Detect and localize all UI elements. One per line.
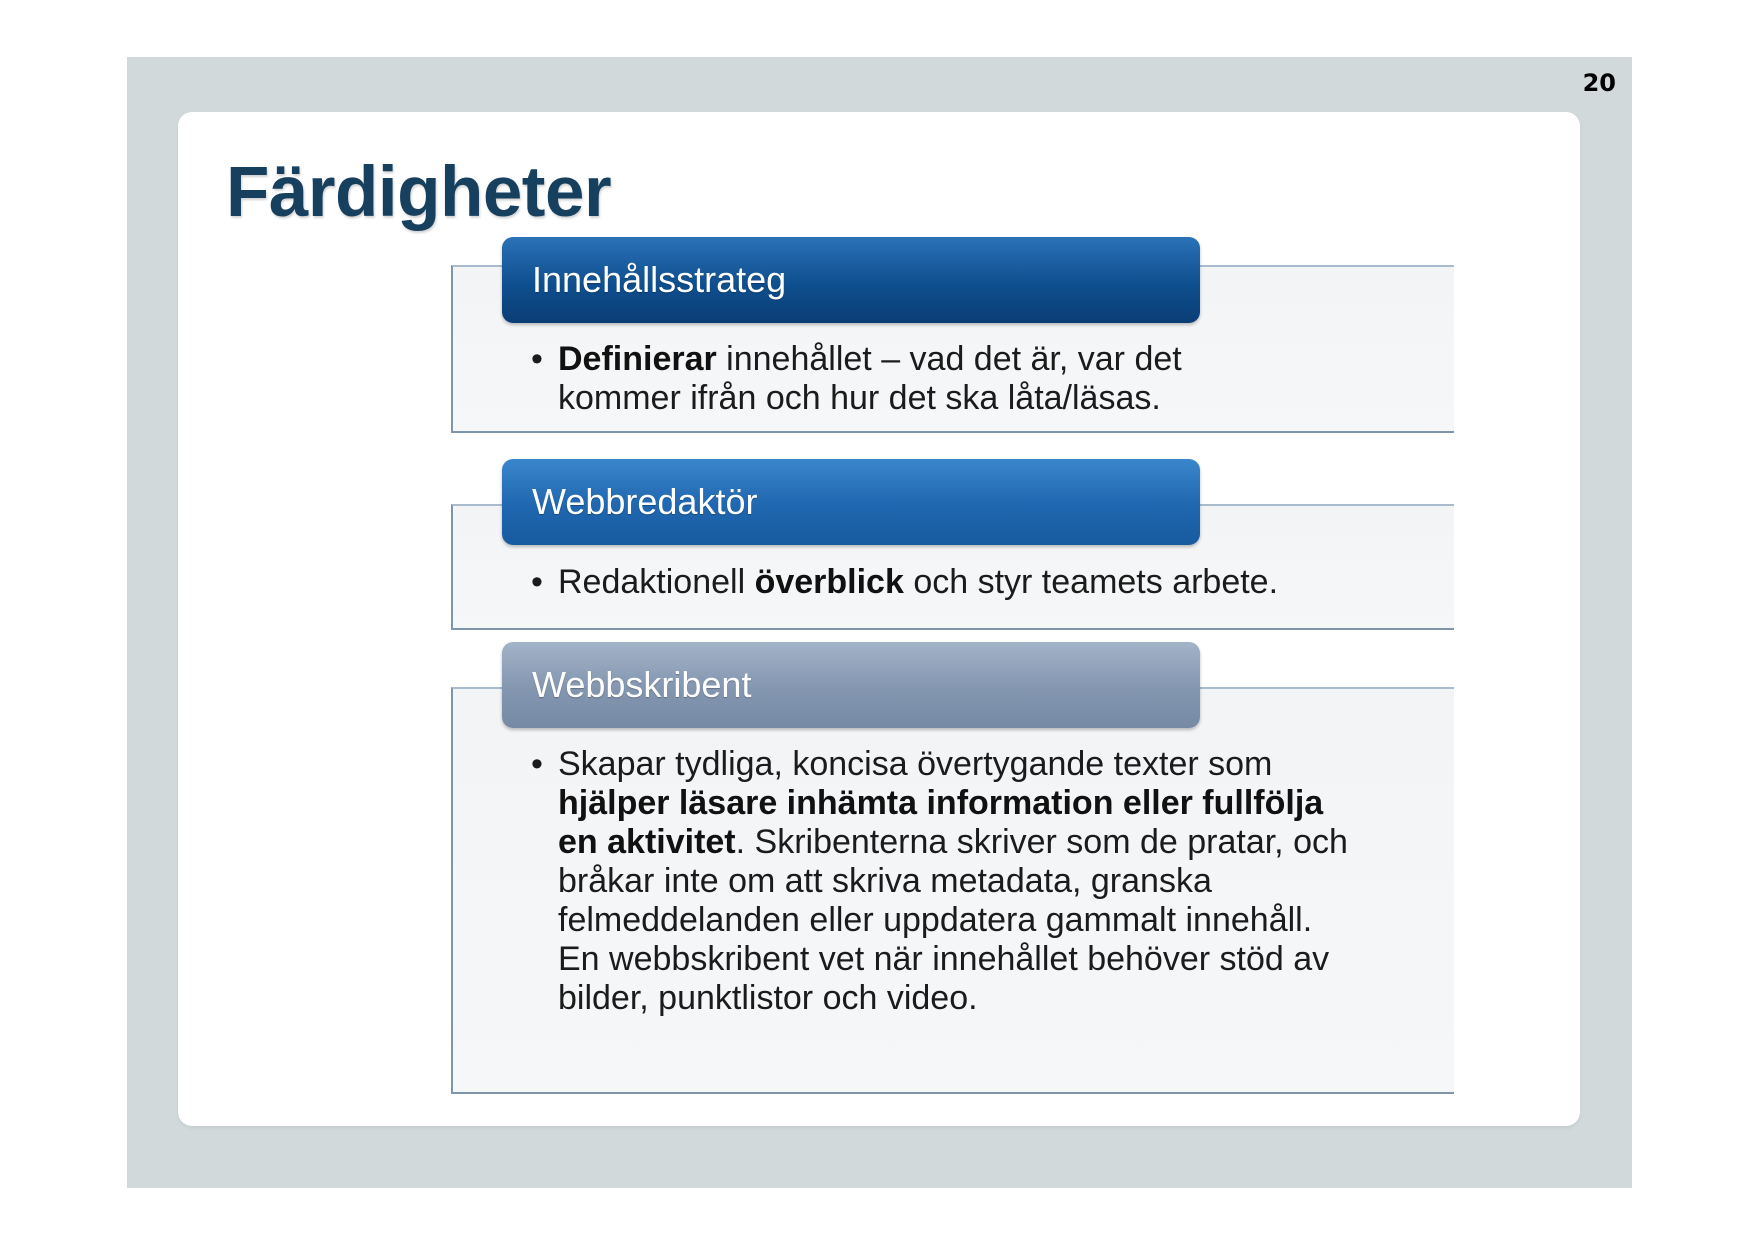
slide-card — [178, 112, 1580, 1126]
slide-title: Färdigheter — [226, 153, 612, 232]
bullet-rest: innehållet – vad det är, var det kommer ifrån och hur det ska låta/läsas. — [558, 340, 1182, 417]
bullet-rest: och styr teamets arbete. — [903, 563, 1279, 601]
bullet-bold: Definierar — [558, 340, 717, 378]
section-header-webbredaktor — [502, 459, 1200, 545]
section-bullet-webbskribent — [531, 745, 1348, 1018]
bullet-bold: hjälper läsare inhämta information eller fullfölja en aktivitet — [558, 784, 1324, 861]
section-header-label: Webbskribent — [532, 664, 752, 705]
section-header-innehallsstrateg — [502, 237, 1200, 323]
bullet-icon: • — [531, 340, 543, 378]
section-header-label: Innehållsstrateg — [532, 259, 787, 300]
section-header-label: Webbredaktör — [532, 481, 758, 522]
bullet-pre: Redaktionell — [558, 563, 755, 601]
bullet-icon: • — [531, 563, 543, 601]
section-bullet-innehallsstrateg — [531, 340, 1278, 418]
section-bullet-webbredaktor — [531, 563, 1378, 602]
bullet-icon: • — [531, 745, 543, 783]
slide-frame — [127, 57, 1632, 1188]
section-header-webbskribent — [502, 642, 1200, 728]
bullet-bold: överblick — [754, 563, 904, 601]
bullet-pre: Skapar tydliga, koncisa övertygande texter som — [558, 745, 1273, 783]
page-number: 20 — [1582, 69, 1616, 97]
bullet-rest: . Skribenterna skriver som de pratar, och bråkar inte om att skriva metadata, granska felmeddelanden eller uppdatera gammalt innehåll. En webbskribent vet när innehållet behöver stöd av bilder, punktlistor och video. — [558, 823, 1348, 1017]
